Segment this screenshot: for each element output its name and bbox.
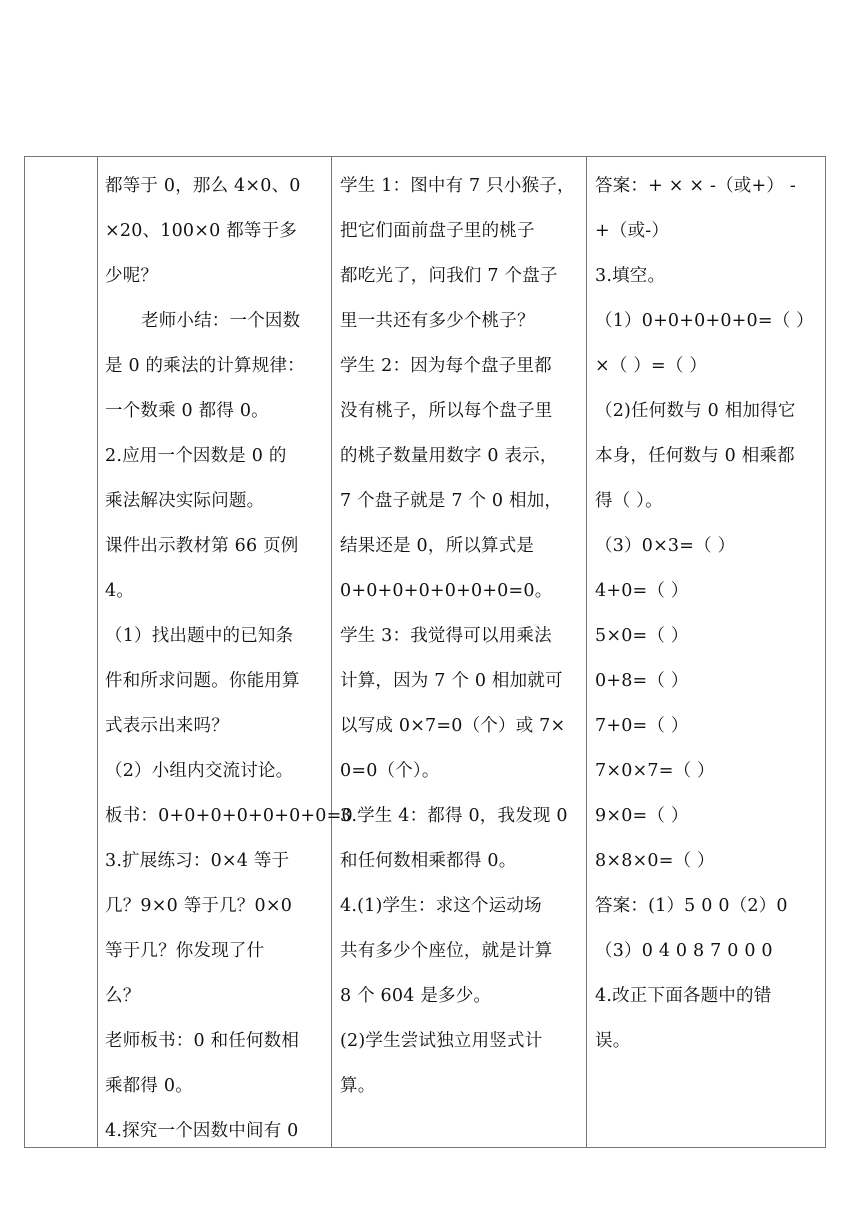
text-line: 学生 1：图中有 7 只小猴子， (340, 176, 575, 196)
text-line: （1）找出题中的已知条 (105, 626, 294, 646)
text-line: 3.扩展练习：0×4 等于 (105, 851, 290, 871)
text-line: 算。 (340, 1076, 376, 1096)
text-line: 把它们面前盘子里的桃子 (340, 221, 535, 241)
text-line: 共有多少个座位，就是计算 (340, 941, 553, 961)
text-line: （3）0×3=（ ） (595, 536, 736, 556)
text-line: 没有桃子，所以每个盘子里 (340, 401, 553, 421)
text-line: 4.(1)学生：求这个运动场 (340, 896, 542, 916)
text-line: 老师小结：一个因数 (141, 311, 301, 331)
text-line: 都吃光了，问我们 7 个盘子 (340, 266, 558, 286)
text-line: 和任何数相乘都得 0。 (340, 851, 517, 871)
text-line: ×20、100×0 都等于多 (105, 221, 297, 241)
text-line: 7×0×7=（ ） (595, 761, 715, 781)
text-line: 2.应用一个因数是 0 的 (105, 446, 287, 466)
text-line: 一个数乘 0 都得 0。 (105, 401, 269, 421)
text-line: 5×0=（ ） (595, 626, 689, 646)
table-column-1 (25, 157, 98, 1147)
text-line: 0+0+0+0+0+0+0=0。 (340, 581, 553, 601)
text-line: 4.改正下面各题中的错 (595, 986, 772, 1006)
text-line: 老师板书：0 和任何数相 (105, 1031, 300, 1051)
text-line: 式表示出来吗？ (105, 716, 229, 736)
text-line: （2）小组内交流讨论。 (105, 761, 294, 781)
text-line: 学生 3：我觉得可以用乘法 (340, 626, 552, 646)
text-line: 乘都得 0。 (105, 1076, 193, 1096)
text-line: 以写成 0×7=0（个）或 7× (340, 716, 566, 736)
text-line: 等于几？你发现了什 (105, 941, 265, 961)
text-line: 课件出示教材第 66 页例 (105, 536, 299, 556)
text-line: 答案：+ × × -（或+） - (595, 176, 796, 196)
text-line: 8×8×0=（ ） (595, 851, 715, 871)
text-line: 误。 (595, 1031, 631, 1051)
text-line: 8 个 604 是多少。 (340, 986, 492, 1006)
text-line: 么？ (105, 986, 141, 1006)
text-line: 几？9×0 等于几？0×0 (105, 896, 293, 916)
text-line: 少呢？ (105, 266, 159, 286)
text-line: 4.探究一个因数中间有 0 (105, 1121, 299, 1141)
text-line: （3）0 4 0 8 7 0 0 0 (595, 941, 773, 961)
text-line: 0=0（个）。 (340, 761, 440, 781)
text-line: 7+0=（ ） (595, 716, 689, 736)
text-line: 3.学生 4：都得 0，我发现 0 (340, 806, 568, 826)
text-line: 学生 2：因为每个盘子里都 (340, 356, 552, 376)
text-line: 4+0=（ ） (595, 581, 689, 601)
text-line: 本身，任何数与 0 相乘都 (595, 446, 795, 466)
text-line: 4。 (105, 581, 135, 601)
text-line: 都等于 0，那么 4×0、0 (105, 176, 301, 196)
text-line: ×（ ）=（ ） (595, 356, 708, 376)
text-line: 的桃子数量用数字 0 表示， (340, 446, 558, 466)
text-line: (2)学生尝试独立用竖式计 (340, 1031, 543, 1051)
text-line: 计算，因为 7 个 0 相加就可 (340, 671, 563, 691)
text-line: 0+8=（ ） (595, 671, 689, 691)
text-line: 里一共还有多少个桃子？ (340, 311, 535, 331)
text-line: +（或-） (595, 221, 670, 241)
text-line: 得（ ）。 (595, 491, 663, 511)
text-line: 板书：0+0+0+0+0+0+0=0 (105, 806, 353, 826)
text-line: 答案：(1）5 0 0（2）0 (595, 896, 788, 916)
text-line: 结果还是 0，所以算式是 (340, 536, 535, 556)
text-line: （1）0+0+0+0+0=（ ） (595, 311, 814, 331)
text-line: 9×0=（ ） (595, 806, 689, 826)
text-line: 7 个盘子就是 7 个 0 相加， (340, 491, 563, 511)
exercise-column (587, 157, 825, 1147)
student-activity-column (332, 157, 587, 1147)
text-line: 件和所求问题。你能用算 (105, 671, 300, 691)
text-line: 是 0 的乘法的计算规律： (105, 356, 305, 376)
text-line: 3.填空。 (595, 266, 666, 286)
lesson-table (24, 156, 826, 1148)
teacher-activity-column (98, 157, 353, 1147)
text-line: （2)任何数与 0 相加得它 (595, 401, 796, 421)
text-line: 乘法解决实际问题。 (105, 491, 265, 511)
